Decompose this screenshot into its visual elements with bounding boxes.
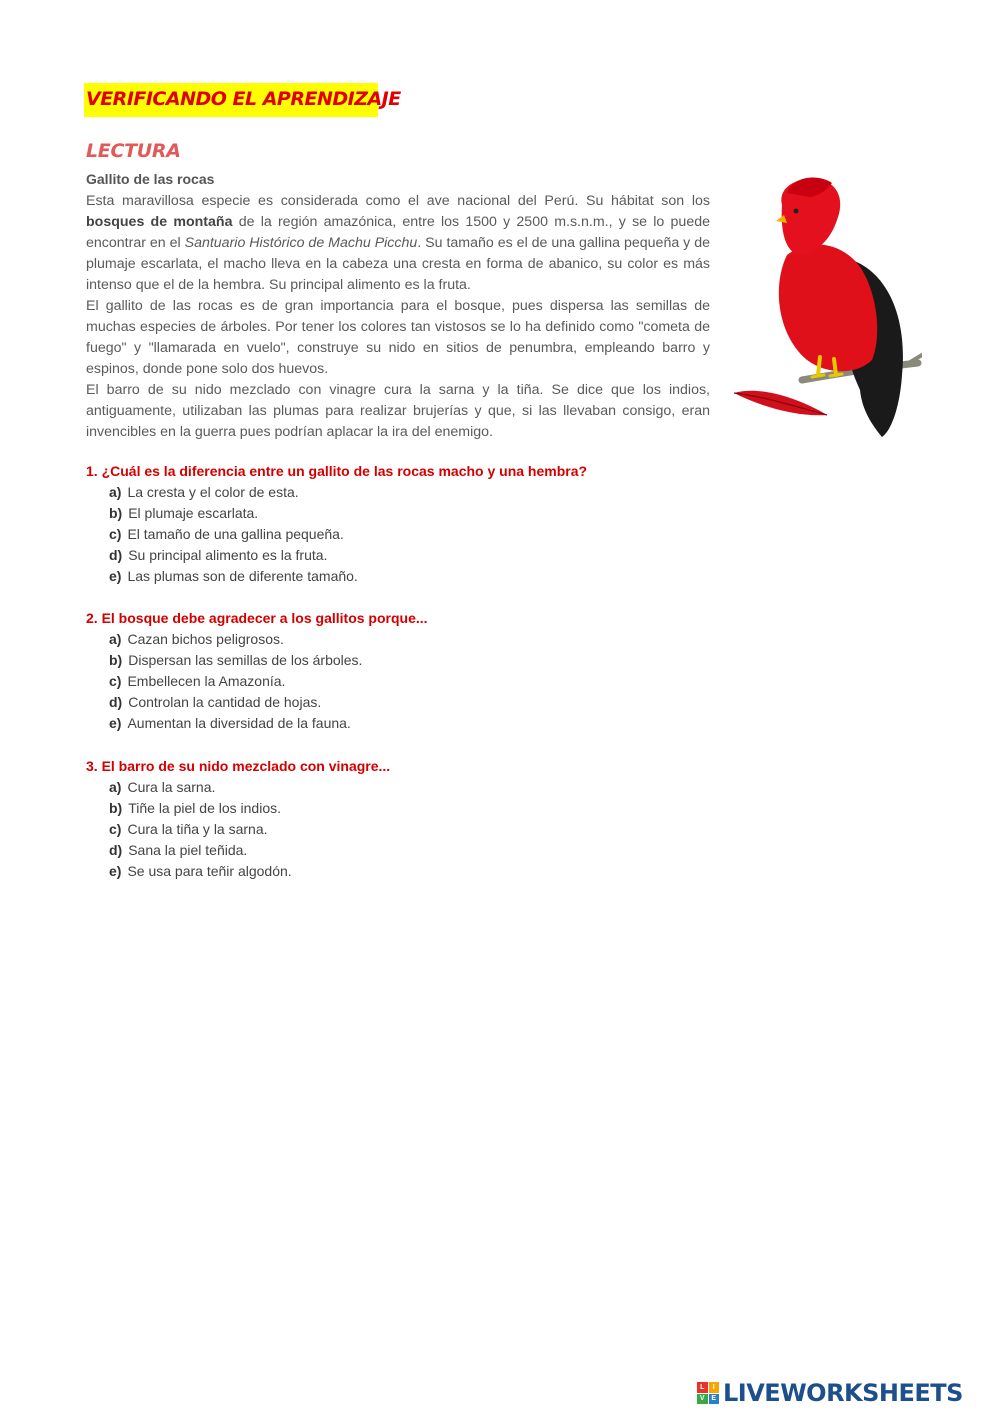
option-a[interactable]: a) La cresta y el color de esta. [109, 484, 299, 500]
option-c[interactable]: c) El tamaño de una gallina pequeña. [109, 526, 344, 542]
option-d[interactable]: d) Controlan la cantidad de hojas. [109, 694, 322, 710]
question-text: 2. El bosque debe agradecer a los gallitos porque... [86, 610, 428, 626]
option-e[interactable]: e) Aumentan la diversidad de la fauna. [109, 715, 351, 731]
option-d[interactable]: d) Sana la piel teñida. [109, 842, 248, 858]
question-text: 3. El barro de su nido mezclado con vinagre... [86, 758, 391, 774]
question-2 [86, 608, 786, 734]
option-e[interactable]: e) Las plumas son de diferente tamaño. [109, 568, 358, 584]
liveworksheets-logo-text: LIVEWORKSHEETS [723, 1379, 963, 1407]
page-title: VERIFICANDO EL APRENDIZAJE [86, 88, 401, 110]
option-c[interactable]: c) Embellecen la Amazonía. [109, 673, 286, 689]
option-a[interactable]: a) Cazan bichos peligrosos. [109, 631, 284, 647]
section-heading: LECTURA [86, 140, 181, 162]
liveworksheets-logo-icon: L I V E [697, 1382, 719, 1404]
reading-text [86, 191, 710, 443]
question-text: 1. ¿Cuál es la diferencia entre un gallito de las rocas macho y una hembra? [86, 463, 588, 479]
cock-of-the-rock-bird-illustration [732, 175, 922, 440]
option-b[interactable]: b) Tiñe la piel de los indios. [109, 800, 282, 816]
option-c[interactable]: c) Cura la tiña y la sarna. [109, 821, 268, 837]
bird-body [779, 244, 877, 371]
option-b[interactable]: b) Dispersan las semillas de los árboles. [109, 652, 363, 668]
reading-paragraph-1: Esta maravillosa especie es considerada como el ave nacional del Perú. Su hábitat son los bosques de montaña de la región amazónica, entre los 1500 y 2500 m.s.n.m., y se lo puede encontrar en el Santuario Histórico de Machu Picchu. Su tamaño es el de una gallina pequeña y de plumaje escarlata, el macho lleva en la cabeza una cresta en forma de abanico, su color es más intenso que el de la hembra. Su principal alimento es la fruta. [86, 193, 710, 293]
option-e[interactable]: e) Se usa para teñir algodón. [109, 863, 292, 879]
reading-title: Gallito de las rocas [86, 171, 215, 187]
option-d[interactable]: d) Su principal alimento es la fruta. [109, 547, 328, 563]
question-1 [86, 461, 786, 587]
option-b[interactable]: b) El plumaje escarlata. [109, 505, 259, 521]
answer-options [86, 629, 786, 734]
option-a[interactable]: a) Cura la sarna. [109, 779, 216, 795]
question-3 [86, 756, 786, 882]
answer-options [86, 482, 786, 587]
reading-paragraph-3: El barro de su nido mezclado con vinagre cura la sarna y la tiña. Se dice que los indios, antiguamente, utilizaban las plumas para realizar brujerías y que, si las llevaban consigo, eran invencibles en la guerra pues podrían aplacar la ira del enemigo. [86, 382, 710, 440]
answer-options [86, 777, 786, 882]
title-banner [84, 83, 401, 117]
reading-paragraph-2: El gallito de las rocas es de gran importancia para el bosque, pues dispersa las semillas de muchas especies de árboles. Por tener los colores tan vistosos se lo ha definido como "cometa de fuego" y "llamarada en vuelo", construye su nido en sitios de penumbra, empleando barro y espinos, donde pone solo dos huevos. [86, 298, 710, 377]
liveworksheets-logo[interactable] [697, 1378, 997, 1408]
